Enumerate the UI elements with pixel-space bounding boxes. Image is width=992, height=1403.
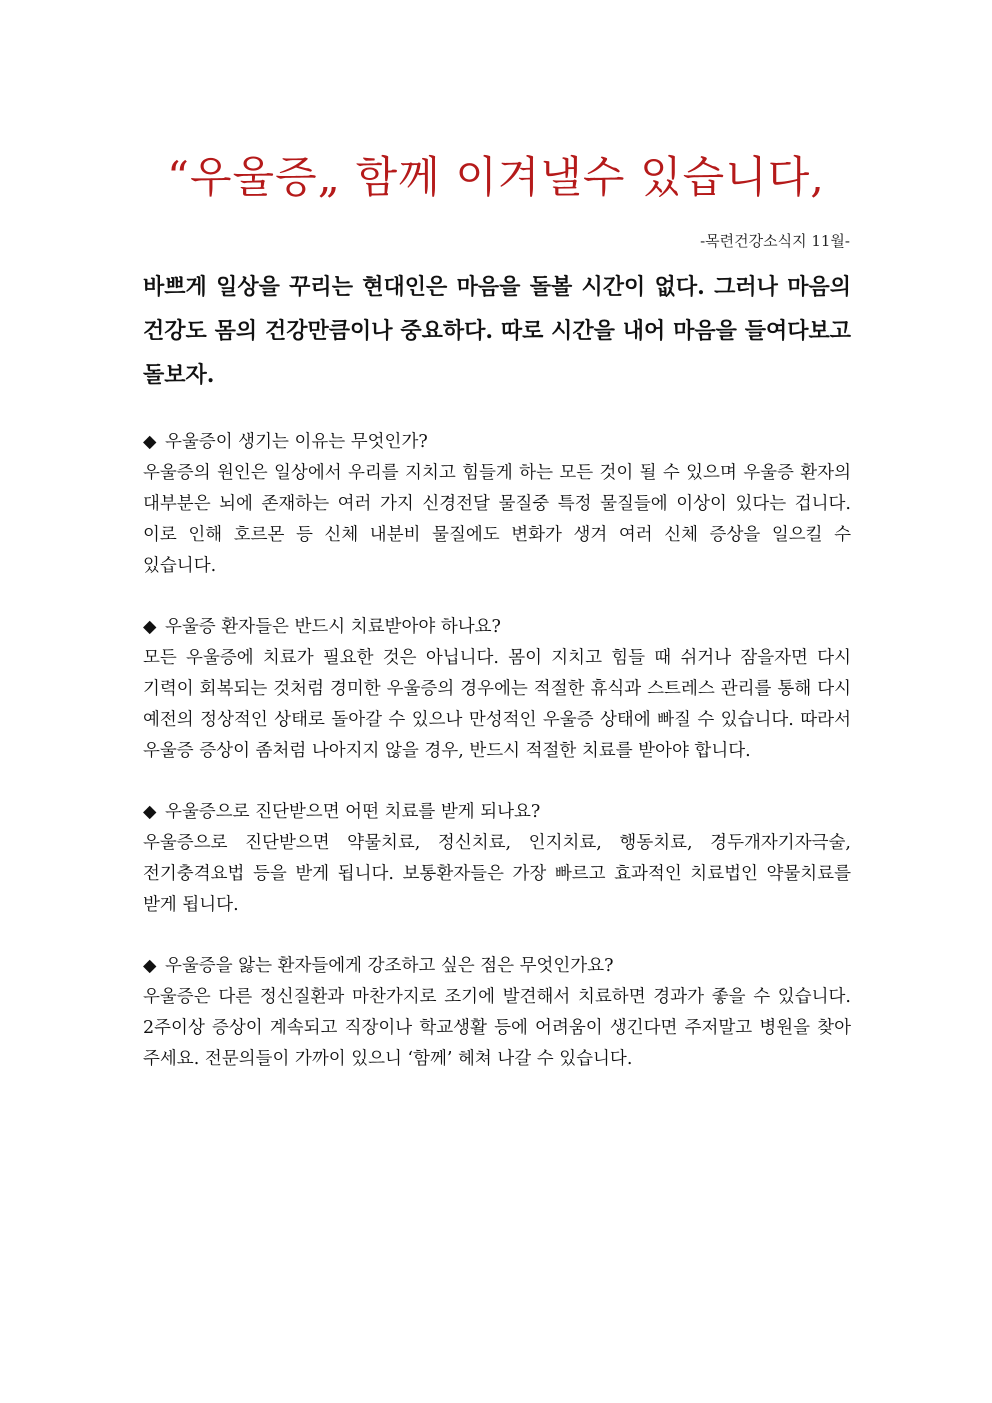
section-treatment-necessity xyxy=(143,612,851,767)
section-advice xyxy=(143,951,851,1075)
section-heading-text: 우울증으로 진단받으면 어떤 치료를 받게 되나요? xyxy=(165,802,541,822)
section-heading xyxy=(143,427,851,458)
section-heading-text: 우울증이 생기는 이유는 무엇인가? xyxy=(165,432,428,452)
section-body: 우울증으로 진단받으면 약물치료, 정신치료, 인지치료, 행동치료, 경두개자기자극술, 전기충격요법 등을 받게 됩니다. 보통환자들은 가장 빠르고 효과적인 치료법인 약물치료를 받게 됩니다. xyxy=(143,833,851,915)
diamond-bullet-icon: ◆ xyxy=(143,956,157,976)
section-treatment-types xyxy=(143,797,851,921)
lead-paragraph: 바쁘게 일상을 꾸리는 현대인은 마음을 돌볼 시간이 없다. 그러나 마음의 건강도 몸의 건강만큼이나 중요하다. 따로 시간을 내어 마음을 들여다보고 돌보자. xyxy=(143,274,851,388)
document-content xyxy=(143,265,851,1075)
section-heading xyxy=(143,797,851,828)
section-body: 모든 우울증에 치료가 필요한 것은 아닙니다. 몸이 지치고 힘들 때 쉬거나 잠을자면 다시 기력이 회복되는 것처럼 경미한 우울증의 경우에는 적절한 휴식과 스트레스 관리를 통해 다시 예전의 정상적인 상태로 돌아갈 수 있으나 만성적인 우울증 상태에 빠질 수 있습니다. 따라서 우울증 증상이 좀처럼 나아지지 않을 경우, 반드시 적절한 치료를 받아야 합니다. xyxy=(143,648,851,761)
section-causes xyxy=(143,427,851,582)
section-body: 우울증은 다른 정신질환과 마찬가지로 조기에 발견해서 치료하면 경과가 좋을 수 있습니다. 2주이상 증상이 계속되고 직장이나 학교생활 등에 어려움이 생긴다면 주저말고 병원을 찾아 주세요. 전문의들이 가까이 있으니 ‘함께’ 헤쳐 나갈 수 있습니다. xyxy=(143,987,851,1069)
section-heading-text: 우울증을 앓는 환자들에게 강조하고 싶은 점은 무엇인가요? xyxy=(165,956,614,976)
section-heading xyxy=(143,951,851,982)
section-heading xyxy=(143,612,851,643)
section-body: 우울증의 원인은 일상에서 우리를 지치고 힘들게 하는 모든 것이 될 수 있으며 우울증 환자의 대부분은 뇌에 존재하는 여러 가지 신경전달 물질중 특정 물질들에 이상이 있다는 겁니다. 이로 인해 호르몬 등 신체 내분비 물질에도 변화가 생겨 여러 신체 증상을 일으킬 수 있습니다. xyxy=(143,463,851,576)
diamond-bullet-icon: ◆ xyxy=(143,802,157,822)
section-heading-text: 우울증 환자들은 반드시 치료받아야 하나요? xyxy=(165,617,501,637)
diamond-bullet-icon: ◆ xyxy=(143,432,157,452)
document-title: “우울증„ 함께 이겨낼수 있습니다, xyxy=(167,153,825,203)
diamond-bullet-icon: ◆ xyxy=(143,617,157,637)
source-credit: -목련건강소식지 11월- xyxy=(700,232,850,250)
